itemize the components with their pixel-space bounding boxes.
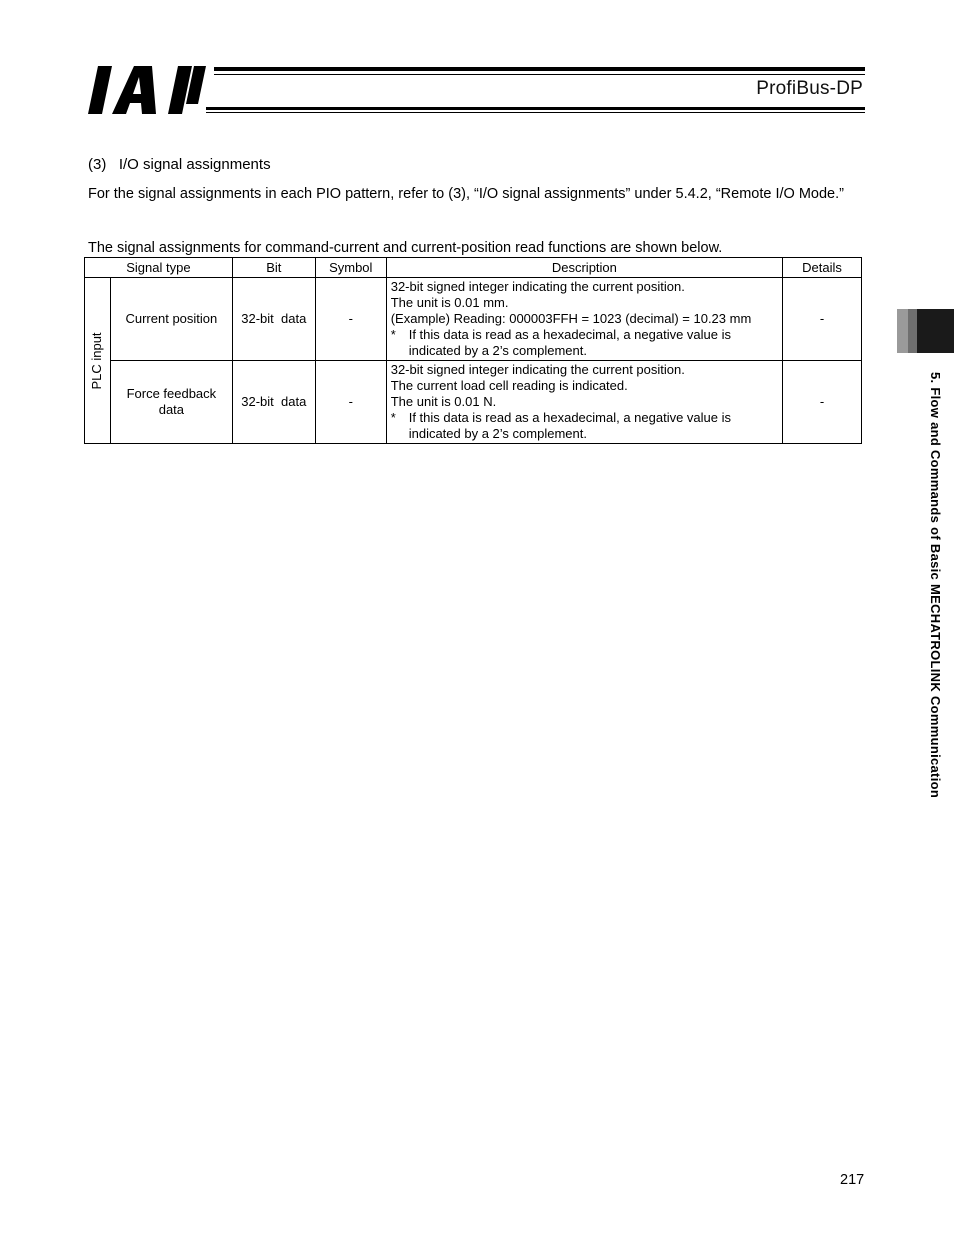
- note-asterisk: *: [390, 410, 396, 425]
- group-label: PLC input: [89, 331, 105, 390]
- note-asterisk: *: [390, 327, 396, 342]
- header-rule-bottom: [206, 107, 865, 110]
- description-line: The current load cell reading is indicated.: [390, 378, 628, 393]
- details-cell: -: [783, 278, 862, 361]
- group-label-cell: [85, 278, 111, 444]
- description-line: (Example) Reading: 000003FFH = 1023 (decimal) = 10.23 mm: [390, 311, 752, 326]
- note-text: If this data is read as a hexadecimal, a negative value is indicated by a 2’s complement.: [408, 410, 732, 441]
- description-line: 32-bit signed integer indicating the current position.: [390, 362, 685, 377]
- table-row: [85, 278, 862, 361]
- description-cell: [386, 278, 782, 361]
- details-cell: -: [783, 361, 862, 444]
- symbol-cell: -: [315, 361, 386, 444]
- description-line: The unit is 0.01 N.: [390, 394, 497, 409]
- symbol-cell: -: [315, 278, 386, 361]
- header-signal-type: Signal type: [85, 258, 233, 278]
- header-details: Details: [783, 258, 862, 278]
- table-row: [85, 361, 862, 444]
- header-rule-bottom-thin: [206, 112, 865, 113]
- header-rule-top: [214, 67, 865, 71]
- header-rule-top-thin: [214, 74, 865, 75]
- note-text: If this data is read as a hexadecimal, a negative value is indicated by a 2’s complement.: [408, 327, 732, 358]
- chapter-tab-mid: [908, 309, 917, 353]
- description-note: [391, 327, 778, 359]
- iai-logo: [86, 66, 208, 114]
- chapter-side-title: 5. Flow and Commands of Basic MECHATROLINK Communication: [928, 372, 943, 799]
- bit-cell: 32-bit data: [232, 361, 315, 444]
- chapter-tab-dark: [917, 309, 954, 353]
- description-note: [391, 410, 778, 442]
- table-intro-paragraph: The signal assignments for command-current and current-position read functions are shown below.: [88, 240, 723, 256]
- description-line: The unit is 0.01 mm.: [390, 295, 509, 310]
- header-bit: Bit: [232, 258, 315, 278]
- header-title: ProfiBus-DP: [756, 78, 863, 99]
- table-header-row: [85, 258, 862, 278]
- header-description: Description: [386, 258, 782, 278]
- header-symbol: Symbol: [315, 258, 386, 278]
- description-line: 32-bit signed integer indicating the current position.: [390, 279, 685, 294]
- signal-type-cell: Force feedback data: [110, 361, 232, 444]
- section-heading: (3) I/O signal assignments: [88, 156, 271, 173]
- description-cell: [386, 361, 782, 444]
- page-number: 217: [840, 1172, 865, 1188]
- signal-type-cell: Current position: [110, 278, 232, 361]
- intro-paragraph: For the signal assignments in each PIO pattern, refer to (3), “I/O signal assignments” under 5.4.2, “Remote I/O Mode.”: [88, 186, 844, 202]
- chapter-tab-light: [897, 309, 908, 353]
- bit-cell: 32-bit data: [232, 278, 315, 361]
- signal-assignment-table: [84, 257, 862, 444]
